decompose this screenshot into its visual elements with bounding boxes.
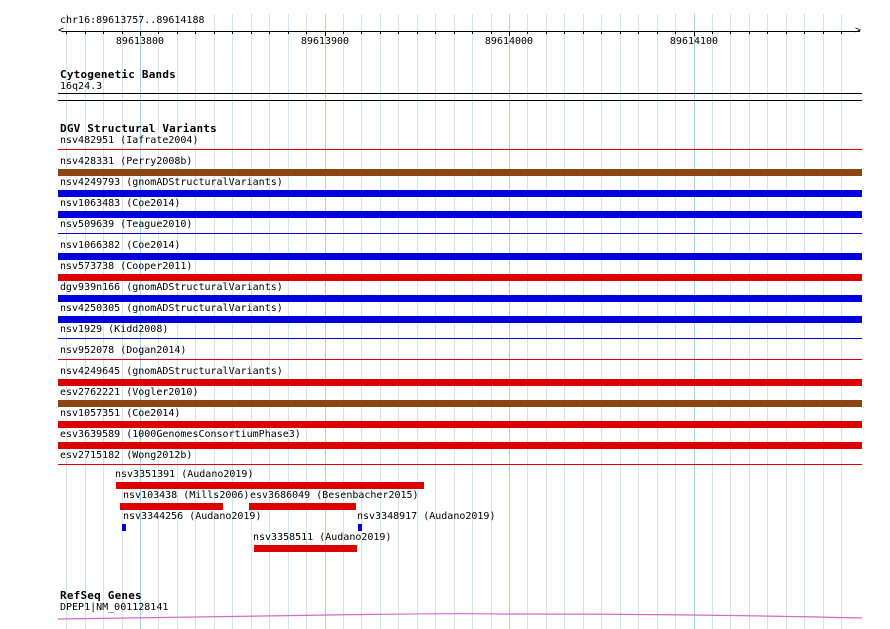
variant-label[interactable]: nsv1063483 (Coe2014) [60,198,181,209]
ruler-tick [177,31,178,34]
variant-label[interactable]: nsv1066382 (Coe2014) [60,240,181,251]
variant-label[interactable]: nsv3348917 (Audano2019) [357,511,496,522]
variant-label[interactable]: nsv4249645 (gnomADStructuralVariants) [60,366,283,377]
ruler-tick [251,31,252,34]
ruler-tick [232,31,233,34]
variant-label[interactable]: esv2762221 (Vogler2010) [60,387,199,398]
variant-label[interactable]: nsv428331 (Perry2008b) [60,156,193,167]
variant-label[interactable]: nsv4250305 (gnomADStructuralVariants) [60,303,283,314]
variant-feature[interactable] [58,442,862,449]
ruler-tick [712,31,713,34]
ruler-tick [306,31,307,34]
ruler-tick [85,31,86,34]
ruler-tick [66,31,67,34]
variant-label[interactable]: esv3639589 (1000GenomesConsortiumPhase3) [60,429,301,440]
variant-feature[interactable] [58,295,862,302]
region-label: chr16:89613757..89614188 [60,15,205,26]
dgv-track-title: DGV Structural Variants [60,122,217,135]
variant-label[interactable]: dgv939n166 (gnomADStructuralVariants) [60,282,283,293]
ruler-tick [767,31,768,34]
ruler-tick [195,31,196,34]
ruler-tick [564,31,565,34]
variant-label[interactable]: esv2715182 (Wong2012b) [60,450,193,461]
variant-feature[interactable] [120,503,223,510]
ruler-tick [638,31,639,34]
variant-label[interactable]: nsv3358511 (Audano2019) [253,532,392,543]
ruler-tick [103,31,104,34]
variant-feature[interactable] [58,400,862,407]
ruler-tick [620,31,621,34]
ruler-tick [417,31,418,34]
ruler-tick [749,31,750,34]
ruler-tick-label: 89614000 [484,36,534,47]
refseq-track-title: RefSeq Genes [60,589,142,602]
ruler-tick [269,31,270,34]
variant-feature[interactable] [58,169,862,176]
variant-label[interactable]: nsv509639 (Teague2010) [60,219,193,230]
ruler-tick [214,31,215,34]
variant-label[interactable]: nsv3351391 (Audano2019) [115,469,254,480]
cytoband-feature[interactable] [58,93,862,94]
ruler-tick [435,31,436,34]
ruler-tick [823,31,824,34]
ruler-tick [380,31,381,34]
ruler-tick [361,31,362,34]
ruler-tick-label: 89613800 [115,36,165,47]
variant-label[interactable]: nsv573738 (Cooper2011) [60,261,193,272]
refseq-gene-feature[interactable] [0,610,890,622]
variant-label[interactable]: nsv952078 (Dogan2014) [60,345,187,356]
refseq-gene-label[interactable]: DPEP1|NM_001128141 [60,602,169,613]
variant-feature[interactable] [58,359,862,360]
ruler-tick [804,31,805,34]
ruler-tick [454,31,455,34]
ruler-tick [657,31,658,34]
ruler-tick-label: 89613900 [300,36,350,47]
variant-feature[interactable] [122,524,126,531]
cytoband-label[interactable]: 16q24.3 [60,81,103,92]
ruler-tick [730,31,731,34]
variant-feature[interactable] [58,190,862,197]
ruler-tick [472,31,473,34]
ruler-tick-label: 89614100 [669,36,719,47]
scroll-left-arrow[interactable]: < [58,25,65,36]
variant-label[interactable]: nsv4249793 (gnomADStructuralVariants) [60,177,283,188]
scroll-right-arrow[interactable]: > [855,25,862,36]
variant-feature[interactable] [58,274,862,281]
variant-feature[interactable] [116,482,424,489]
ruler-axis [62,31,860,32]
variant-feature[interactable] [254,545,357,552]
variant-feature[interactable] [249,503,356,510]
track-separator [58,100,862,101]
variant-feature[interactable] [58,421,862,428]
variant-feature[interactable] [58,149,862,150]
variant-feature[interactable] [58,338,862,339]
ruler-tick [122,31,123,34]
variant-label[interactable]: esv3686049 (Besenbacher2015) [250,490,419,501]
ruler-tick [343,31,344,34]
variant-feature[interactable] [58,211,862,218]
variant-label[interactable]: nsv103438 (Mills2006) [123,490,250,501]
variant-feature[interactable] [58,464,862,465]
ruler-tick [158,31,159,34]
variant-label[interactable]: nsv1057351 (Coe2014) [60,408,181,419]
variant-feature[interactable] [58,233,862,234]
variant-label[interactable]: nsv1929 (Kidd2008) [60,324,169,335]
variant-feature[interactable] [58,316,862,323]
ruler-tick [546,31,547,34]
variant-feature[interactable] [58,253,862,260]
ruler-tick [398,31,399,34]
ruler-tick [288,31,289,34]
variant-feature[interactable] [58,379,862,386]
ruler-tick [491,31,492,34]
variant-feature[interactable] [358,524,362,531]
variant-label[interactable]: nsv3344256 (Audano2019) [123,511,262,522]
ruler-tick [601,31,602,34]
ruler-tick [527,31,528,34]
ruler-tick [841,31,842,34]
variant-label[interactable]: nsv482951 (Iafrate2004) [60,135,199,146]
ruler-tick [675,31,676,34]
cytoband-track-title: Cytogenetic Bands [60,68,176,81]
ruler-tick [583,31,584,34]
ruler-tick [786,31,787,34]
